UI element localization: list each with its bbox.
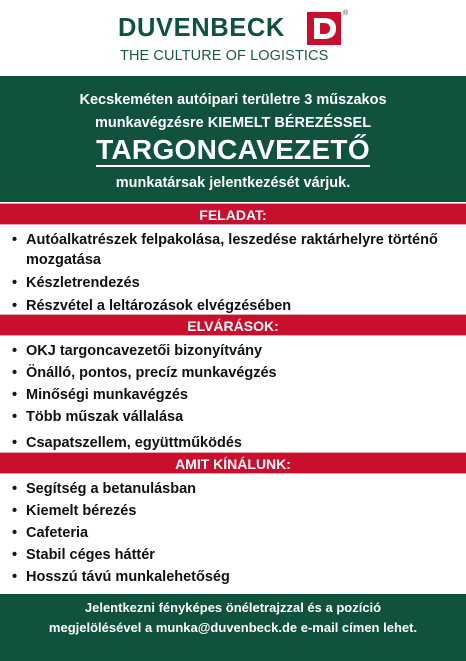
list-item [0,433,466,453]
list-item-text: Részvétel a leltározások elvégzésében [26,298,292,314]
list-item [0,545,466,565]
intro-line-2: munkavégzésre KIEMELT BÉREZÉSSEL [94,115,372,131]
bullet: • [12,298,18,314]
bullet: • [12,343,18,359]
list-item [0,273,466,293]
section-heading-amit-kinalunk: AMIT KÍNÁLUNK: [0,452,466,474]
list-item [0,341,466,361]
list-amit-kinalunk [0,479,466,587]
bullet: • [12,547,18,563]
job-title [0,133,466,167]
job-title-text: TARGONCAVEZETŐ [96,134,370,165]
list-item-text: Stabil céges háttér [26,547,155,563]
list-item-text: Minőségi munkavégzés [26,387,188,403]
list-item-text: Autóalkatrészek felpakolása, leszedése raktárhelyre történő mozgatása [26,232,438,268]
intro-panel [0,76,466,202]
brand-name: DUVENBECK [118,14,285,42]
bullet: • [12,387,18,403]
list-item-text: Kiemelt bérezés [26,503,137,519]
footer-panel [0,594,466,661]
bullet: • [12,525,18,541]
bullet: • [12,232,18,248]
bullet: • [12,275,18,291]
list-item-text: Készletrendezés [26,275,140,291]
list-item-text: Cafeteria [26,525,89,541]
bullet: • [12,481,18,497]
header [0,0,466,76]
footer-line-1: Jelentkezni fényképes önéletrajzzal és a pozíció [84,600,382,615]
intro-line-3: munkatársak jelentkezését várjuk. [115,175,351,191]
list-item [0,363,466,383]
list-item-text: Önálló, pontos, precíz munkavégzés [26,365,277,381]
list-item-text: Hosszú távú munkalehetőség [26,569,230,585]
list-item [0,296,466,316]
list-item-text: Több műszak vállalása [26,409,184,425]
bullet: • [12,503,18,519]
list-item-text: OKJ targoncavezetői bizonyítvány [26,343,263,359]
list-item [0,385,466,405]
list-item [0,523,466,543]
section-heading-feladat: FELADAT: [0,203,466,225]
section-heading-elvarasok: ELVÁRÁSOK: [0,314,466,336]
bullet: • [12,435,18,451]
list-elvarasok [0,341,466,453]
bullet: • [12,409,18,425]
brand-tagline: THE CULTURE OF LOGISTICS [120,48,329,64]
list-item [0,407,466,427]
bullet: • [12,365,18,381]
list-feladat [0,230,466,316]
list-item [0,479,466,499]
bullet: • [12,569,18,585]
list-item [0,501,466,521]
intro-line-1: Kecskeméten autóipari területre 3 műszakos [79,92,387,108]
footer-line-2: megjelölésével a munka@duvenbeck.de e-mail címen lehet. [48,620,418,635]
list-item [0,230,466,270]
registered-mark: ® [343,10,349,17]
list-item [0,567,466,587]
duvenbeck-logo-icon [307,12,341,45]
list-item-text: Csapatszellem, együttműködés [26,435,242,451]
list-item-text: Segítség a betanulásban [26,481,197,497]
